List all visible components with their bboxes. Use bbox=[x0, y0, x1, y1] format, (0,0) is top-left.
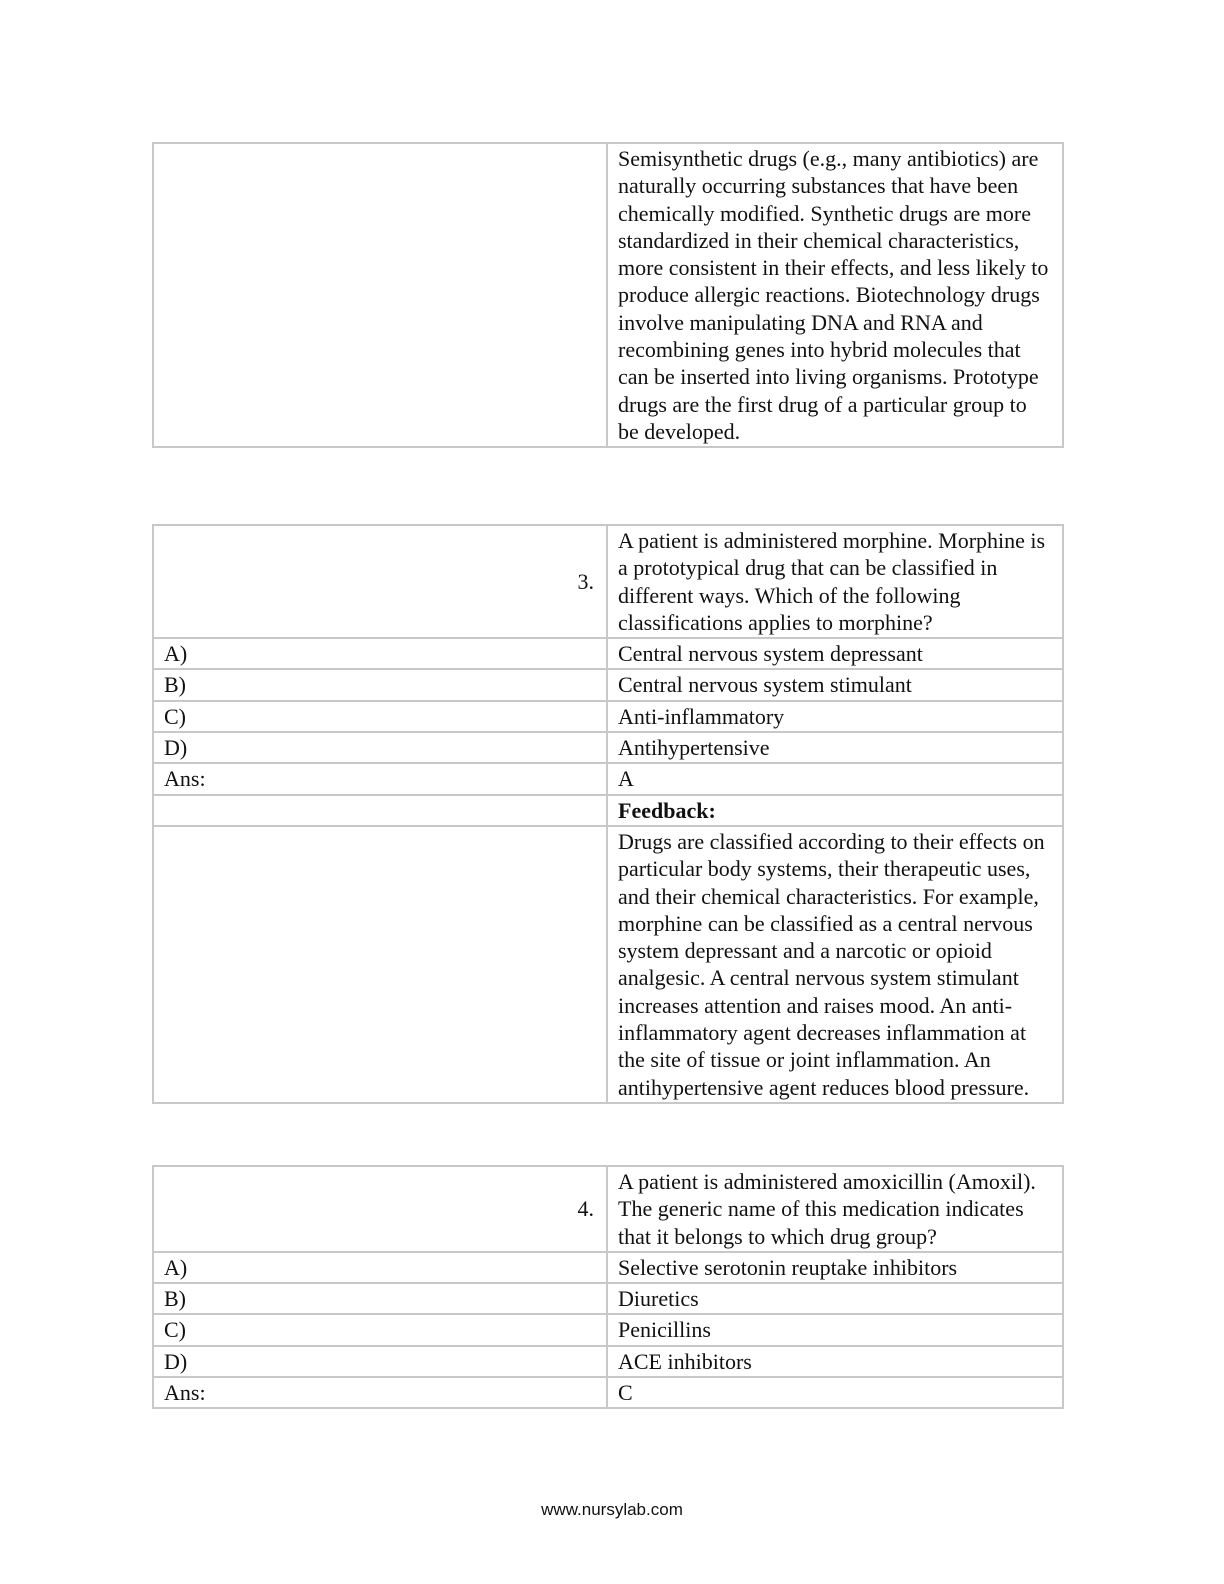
option-label: D) bbox=[153, 732, 607, 763]
question-text: A patient is administered morphine. Morphine is a prototypical drug that can be classified in different ways. Which of the following classifications applies to morphine? bbox=[607, 525, 1063, 638]
empty-cell bbox=[153, 795, 607, 826]
option-row-d bbox=[153, 1346, 1063, 1377]
option-label: B) bbox=[153, 1283, 607, 1314]
answer-row bbox=[153, 763, 1063, 794]
answer-value: C bbox=[607, 1377, 1063, 1408]
feedback-continuation-table bbox=[152, 142, 1064, 448]
option-text: Diuretics bbox=[607, 1283, 1063, 1314]
option-row-b bbox=[153, 1283, 1063, 1314]
option-row-a bbox=[153, 638, 1063, 669]
option-label: C) bbox=[153, 1314, 607, 1345]
option-text: Selective serotonin reuptake inhibitors bbox=[607, 1252, 1063, 1283]
feedback-row bbox=[153, 826, 1063, 1103]
question-4-table bbox=[152, 1165, 1064, 1409]
option-label: A) bbox=[153, 1252, 607, 1283]
option-row-a bbox=[153, 1252, 1063, 1283]
feedback-text: Drugs are classified according to their effects on particular body systems, their therapeutic uses, and their chemical characteristics. For example, morphine can be classified as a central nervous system depressant and a narcotic or opioid analgesic. A central nervous system stimulant increases attention and raises mood. An anti-inflammatory agent decreases inflammation at the site of tissue or joint inflammation. An antihypertensive agent reduces blood pressure. bbox=[607, 826, 1063, 1103]
empty-cell bbox=[153, 826, 607, 1103]
feedback-heading: Feedback: bbox=[607, 795, 1063, 826]
footer-url[interactable]: www.nursylab.com bbox=[541, 1500, 683, 1519]
question-number: 4. bbox=[153, 1166, 607, 1252]
question-number: 3. bbox=[153, 525, 607, 638]
option-label: A) bbox=[153, 638, 607, 669]
option-text: Anti-inflammatory bbox=[607, 701, 1063, 732]
answer-row bbox=[153, 1377, 1063, 1408]
question-3-table bbox=[152, 524, 1064, 1104]
table-row bbox=[153, 143, 1063, 447]
option-row-d bbox=[153, 732, 1063, 763]
answer-label: Ans: bbox=[153, 1377, 607, 1408]
option-row-c bbox=[153, 701, 1063, 732]
empty-cell bbox=[153, 143, 607, 447]
question-text: A patient is administered amoxicillin (Amoxil). The generic name of this medication indicates that it belongs to which drug group? bbox=[607, 1166, 1063, 1252]
option-text: Central nervous system stimulant bbox=[607, 669, 1063, 700]
feedback-heading-row bbox=[153, 795, 1063, 826]
question-row bbox=[153, 525, 1063, 638]
question-row bbox=[153, 1166, 1063, 1252]
option-text: Antihypertensive bbox=[607, 732, 1063, 763]
option-row-b bbox=[153, 669, 1063, 700]
option-text: Penicillins bbox=[607, 1314, 1063, 1345]
option-label: C) bbox=[153, 701, 607, 732]
option-label: D) bbox=[153, 1346, 607, 1377]
answer-label: Ans: bbox=[153, 763, 607, 794]
option-row-c bbox=[153, 1314, 1063, 1345]
option-text: ACE inhibitors bbox=[607, 1346, 1063, 1377]
option-label: B) bbox=[153, 669, 607, 700]
answer-value: A bbox=[607, 763, 1063, 794]
feedback-text: Semisynthetic drugs (e.g., many antibiotics) are naturally occurring substances that have been chemically modified. Synthetic drugs are more standardized in their chemical characteristics, more consistent in their effects, and less likely to produce allergic reactions. Biotechnology drugs involve manipulating DNA and RNA and recombining genes into hybrid molecules that can be inserted into living organisms. Prototype drugs are the first drug of a particular group to be developed. bbox=[607, 143, 1063, 447]
option-text: Central nervous system depressant bbox=[607, 638, 1063, 669]
